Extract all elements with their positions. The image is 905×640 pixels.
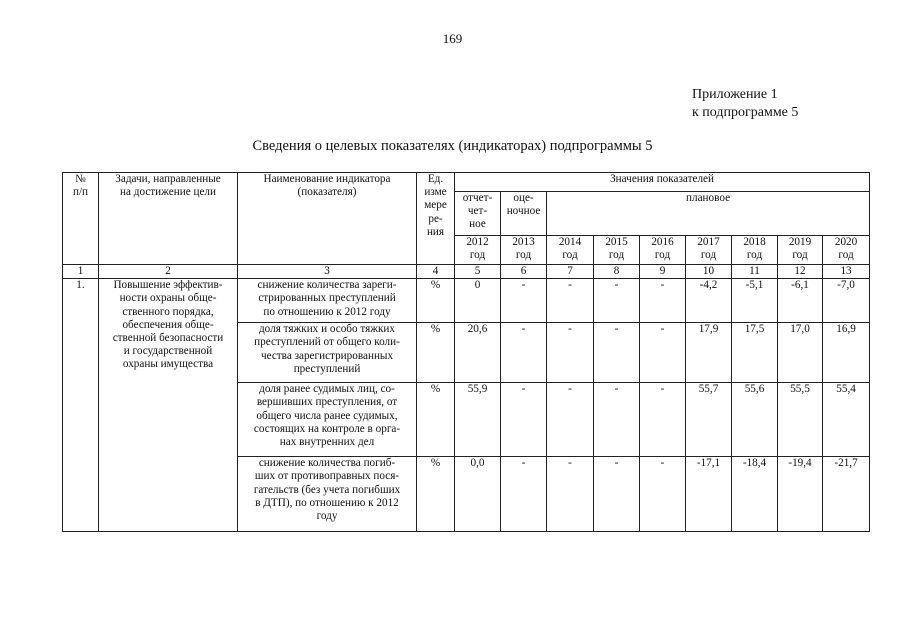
header-year-2015: 2015 год [594,236,640,265]
value-cell: - [501,383,547,457]
value-cell: 16,9 [823,323,870,383]
col-number: 10 [686,265,732,279]
header-planned: плановое [547,192,870,236]
value-cell: - [640,279,686,323]
value-cell: 55,9 [455,383,501,457]
group-task: Повышение эффектив- ности охраны обще- ственного порядка, обеспечения обще- ственной безопасности и государственной охраны имущества [99,279,238,532]
value-cell: - [640,457,686,532]
value-cell: - [501,279,547,323]
header-year-2020: 2020 год [823,236,870,265]
value-cell: - [547,383,594,457]
value-cell: - [547,457,594,532]
group-number: 1. [63,279,99,532]
table-row [63,279,870,323]
value-cell: 17,9 [686,323,732,383]
unit-cell: % [417,383,455,457]
header-num: № п/п [63,173,99,265]
col-number: 8 [594,265,640,279]
value-cell: - [547,279,594,323]
value-cell: -19,4 [778,457,823,532]
header-year-2013: 2013 год [501,236,547,265]
indicator-name: снижение количества погиб- ших от противоправных пося- гательств (без учета погибших в ДТП), по отношению к 2012 году [238,457,417,532]
value-cell: 17,0 [778,323,823,383]
unit-cell: % [417,323,455,383]
col-number: 11 [732,265,778,279]
indicator-name: доля тяжких и особо тяжких преступлений от общего коли- чества зарегистрированных преступлений [238,323,417,383]
appendix-line-1: Приложение 1 [692,87,778,102]
value-cell: - [640,323,686,383]
value-cell: 55,6 [732,383,778,457]
value-cell: - [501,323,547,383]
value-cell: -18,4 [732,457,778,532]
col-number: 9 [640,265,686,279]
value-cell: -4,2 [686,279,732,323]
col-number: 4 [417,265,455,279]
header-year-2019: 2019 год [778,236,823,265]
document-title: Сведения о целевых показателях (индикаторах) подпрограммы 5 [252,138,653,154]
header-estimated: оце- ночное [501,192,547,236]
col-number: 13 [823,265,870,279]
header-values: Значения показателей [455,173,870,192]
page-number: 169 [442,31,463,46]
header-year-2017: 2017 год [686,236,732,265]
col-number: 5 [455,265,501,279]
header-task: Задачи, направленные на достижение цели [99,173,238,265]
header-year-2012: 2012 год [455,236,501,265]
appendix-line-2: к подпрограмме 5 [692,105,799,120]
value-cell: -6,1 [778,279,823,323]
value-cell: -17,1 [686,457,732,532]
value-cell: 20,6 [455,323,501,383]
value-cell: - [547,323,594,383]
value-cell: -7,0 [823,279,870,323]
value-cell: 17,5 [732,323,778,383]
value-cell: 55,5 [778,383,823,457]
col-number: 12 [778,265,823,279]
header-reported: отчет- чет- ное [455,192,501,236]
header-year-2016: 2016 год [640,236,686,265]
header-year-2014: 2014 год [547,236,594,265]
value-cell: -5,1 [732,279,778,323]
value-cell: - [594,457,640,532]
col-number: 7 [547,265,594,279]
unit-cell: % [417,279,455,323]
indicator-name: доля ранее судимых лиц, со- вершивших преступления, от общего числа ранее судимых, состоящих на контроле в орга- нах внутренних дел [238,383,417,457]
appendix-label [692,86,798,122]
col-number: 3 [238,265,417,279]
value-cell: 55,7 [686,383,732,457]
value-cell: -21,7 [823,457,870,532]
col-number: 1 [63,265,99,279]
value-cell: 55,4 [823,383,870,457]
value-cell: 0 [455,279,501,323]
value-cell: - [640,383,686,457]
column-number-row [63,265,870,279]
header-indicator: Наименование индикатора (показателя) [238,173,417,265]
value-cell: - [594,323,640,383]
value-cell: - [594,279,640,323]
value-cell: - [594,383,640,457]
unit-cell: % [417,457,455,532]
indicator-name: снижение количества зареги- стрированных преступлений по отношению к 2012 году [238,279,417,323]
indicators-table [62,172,870,532]
header-unit: Ед. изме мере ре- ния [417,173,455,265]
header-year-2018: 2018 год [732,236,778,265]
col-number: 6 [501,265,547,279]
col-number: 2 [99,265,238,279]
value-cell: - [501,457,547,532]
value-cell: 0,0 [455,457,501,532]
